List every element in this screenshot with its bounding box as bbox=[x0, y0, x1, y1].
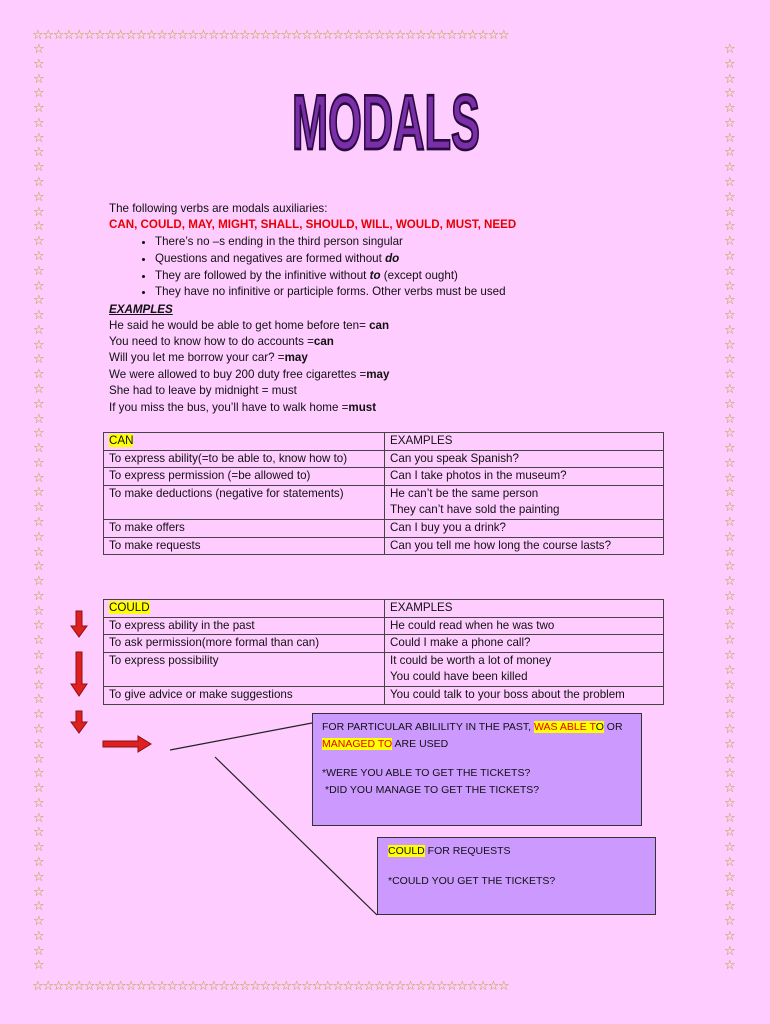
rule-item: • There’s no –s ending in the third person singular bbox=[155, 234, 675, 251]
star-border-bottom: ☆☆☆☆☆☆☆☆☆☆☆☆☆☆☆☆☆☆☆☆☆☆☆☆☆☆☆☆☆☆☆☆☆☆☆☆☆☆☆☆☆☆☆☆☆☆ bbox=[32, 979, 509, 994]
star-border-top: ☆☆☆☆☆☆☆☆☆☆☆☆☆☆☆☆☆☆☆☆☆☆☆☆☆☆☆☆☆☆☆☆☆☆☆☆☆☆☆☆☆☆☆☆☆☆ bbox=[32, 28, 509, 43]
rule-item: • Questions and negatives are formed without do bbox=[155, 251, 675, 268]
example-cell: It could be worth a lot of money You could have been killed bbox=[385, 652, 664, 686]
callout-question: *WERE YOU ABLE TO GET THE TICKETS? bbox=[322, 767, 531, 779]
rule-item: • They are followed by the infinitive without to (except ought) bbox=[155, 268, 675, 285]
can-header: CAN bbox=[109, 434, 134, 447]
examples-heading: EXAMPLES bbox=[109, 303, 173, 316]
page-title: MODALS bbox=[292, 78, 480, 167]
example-cell: Could I make a phone call? bbox=[385, 635, 664, 653]
use-cell: To express possibility bbox=[104, 652, 385, 686]
example-line: We were allowed to buy 200 duty free cigarettes =may bbox=[109, 368, 390, 381]
could-header: COULD bbox=[109, 601, 150, 614]
intro-text: The following verbs are modals auxiliaries: bbox=[109, 202, 328, 215]
use-cell: To ask permission(more formal than can) bbox=[104, 635, 385, 653]
example-cell: Can I take photos in the museum? bbox=[385, 468, 664, 486]
example-line: If you miss the bus, you’ll have to walk home =must bbox=[109, 401, 377, 414]
callout-question: *DID YOU MANAGE TO GET THE TICKETS? bbox=[325, 784, 540, 796]
example-cell: He can’t be the same person They can’t have sold the painting bbox=[385, 485, 664, 519]
use-cell: To express ability in the past bbox=[104, 617, 385, 635]
example-cell: Can I buy you a drink? bbox=[385, 519, 664, 537]
use-cell: To make offers bbox=[104, 519, 385, 537]
example-line: She had to leave by midnight = must bbox=[109, 384, 297, 397]
example-line: He said he would be able to get home before ten= can bbox=[109, 319, 390, 332]
callout-requests: COULD FOR REQUESTS *COULD YOU GET THE TICKETS? bbox=[377, 837, 656, 915]
use-cell: To make requests bbox=[104, 537, 385, 555]
example-cell: He could read when he was two bbox=[385, 617, 664, 635]
callout-ability-past: FOR PARTICULAR ABILILITY IN THE PAST, WAS ABLE TO OR MANAGED TO ARE USED *WERE YOU ABLE TO GET THE TICKETS? *DID YOU MANAGE TO GET THE TICKETS? bbox=[312, 713, 642, 826]
callout-question: *COULD YOU GET THE TICKETS? bbox=[388, 875, 556, 887]
example-cell: You could talk to your boss about the problem bbox=[385, 686, 664, 704]
star-border-right: ☆ ☆ ☆ ☆ ☆ ☆ ☆ ☆ ☆ ☆ ☆ ☆ ☆ ☆ ☆ ☆ ☆ ☆ ☆ ☆ ☆ ☆ ☆ ☆ ☆ ☆ ☆ ☆ ☆ ☆ ☆ ☆ ☆ ☆ ☆ ☆ ☆ ☆ ☆ ☆ ☆ ☆ ☆ ☆ ☆ ☆ ☆ ☆ ☆ ☆ ☆ ☆ ☆ ☆ ☆ ☆ ☆ ☆ ☆ ☆ ☆ ☆ ☆ bbox=[724, 42, 736, 974]
star-border-left: ☆ ☆ ☆ ☆ ☆ ☆ ☆ ☆ ☆ ☆ ☆ ☆ ☆ ☆ ☆ ☆ ☆ ☆ ☆ ☆ ☆ ☆ ☆ ☆ ☆ ☆ ☆ ☆ ☆ ☆ ☆ ☆ ☆ ☆ ☆ ☆ ☆ ☆ ☆ ☆ ☆ ☆ ☆ ☆ ☆ ☆ ☆ ☆ ☆ ☆ ☆ ☆ ☆ ☆ ☆ ☆ ☆ ☆ ☆ ☆ ☆ ☆ ☆ bbox=[33, 42, 45, 974]
examples-header: EXAMPLES bbox=[385, 433, 664, 451]
example-line: You need to know how to do accounts =can bbox=[109, 335, 334, 348]
example-cell: Can you speak Spanish? bbox=[385, 450, 664, 468]
modal-list: CAN, COULD, MAY, MIGHT, SHALL, SHOULD, WILL, WOULD, MUST, NEED bbox=[109, 218, 517, 231]
use-cell: To express ability(=to be able to, know how to) bbox=[104, 450, 385, 468]
example-cell: Can you tell me how long the course lasts? bbox=[385, 537, 664, 555]
use-cell: To give advice or make suggestions bbox=[104, 686, 385, 704]
examples-header: EXAMPLES bbox=[385, 600, 664, 618]
rule-item: • They have no infinitive or participle forms. Other verbs must be used bbox=[155, 284, 675, 301]
use-cell: To express permission (=be allowed to) bbox=[104, 468, 385, 486]
example-line: Will you let me borrow your car? =may bbox=[109, 351, 308, 364]
use-cell: To make deductions (negative for statements) bbox=[104, 485, 385, 519]
